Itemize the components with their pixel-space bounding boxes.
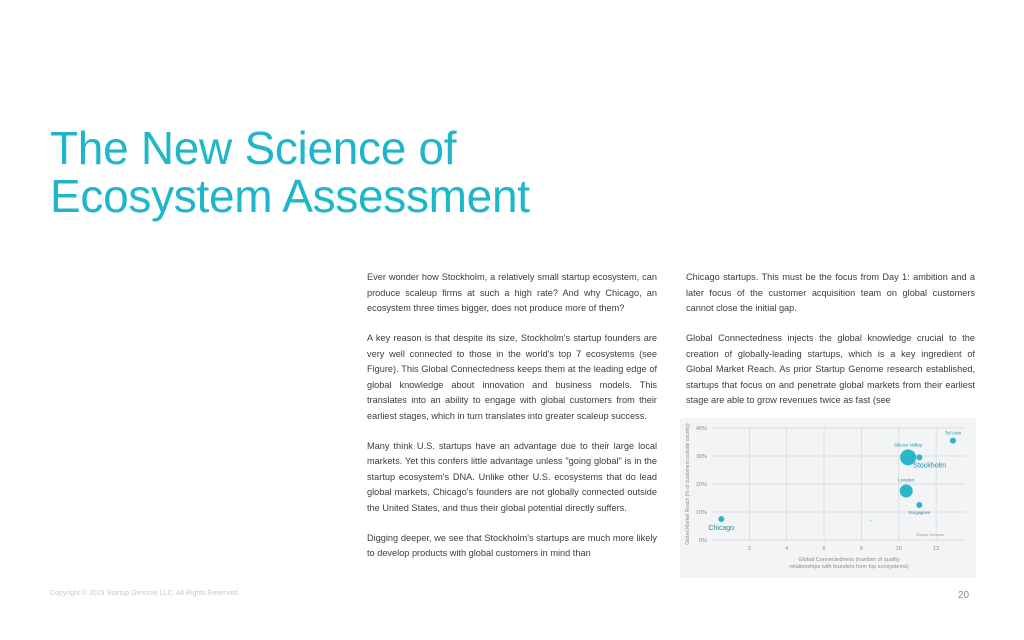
data-point xyxy=(950,438,956,444)
x-tick-label: 12 xyxy=(933,546,940,552)
x-tick-label: 10 xyxy=(895,546,902,552)
data-point xyxy=(916,502,922,508)
paragraph: Many think U.S. startups have an advantage due to their large local markets. Yet this confers little advantage unless "going global" is in the startup ecosystem's DNA. Unlike other U.S. ecosystems that do lead global markets, Chicago's founders are not globally connected outside the United States, and thus their global potential directly suffers. xyxy=(367,440,657,513)
x-tick-label: 8 xyxy=(859,546,863,552)
chart-svg xyxy=(680,418,976,578)
data-point xyxy=(916,454,922,460)
y-tick-label: 10% xyxy=(695,510,707,516)
paragraph: Global Connectedness injects the global knowledge crucial to the creation of globally-leading startups, which is a key ingredient of Global Market Reach. As prior Startup Genome research established, startups that focus on and penetrate global markets from their earliest stage are able to grow revenues twice as fast (see xyxy=(686,333,975,405)
page-title-line-1: The New Science of xyxy=(50,122,457,174)
data-label: Chicago xyxy=(708,525,735,532)
x-tick-label: 6 xyxy=(822,546,826,552)
x-axis-label: relationships with founders from top ecosystems) xyxy=(789,564,909,570)
x-tick-label: 2 xyxy=(747,546,751,552)
data-point xyxy=(900,449,916,465)
x-axis-label: Global Connectedness (number of quality xyxy=(798,557,900,563)
left-text-column xyxy=(367,270,657,576)
paragraph: Chicago startups. This must be the focus from Day 1: ambition and a later focus of the customer acquisition team on global customers cannot close the initial gap. xyxy=(686,272,975,313)
data-label: Stockholm xyxy=(913,462,946,470)
paragraph: Ever wonder how Stockholm, a relatively small startup ecosystem, can produce scaleup firms at such a high rate? And why Chicago, an ecosystem three times bigger, does not produce more of them? xyxy=(367,272,657,313)
page-title xyxy=(50,124,530,220)
x-tick-label: 4 xyxy=(785,546,789,552)
data-point xyxy=(718,516,724,522)
data-point xyxy=(900,485,913,498)
watermark-logo: Startup Genome xyxy=(916,533,944,537)
connectedness-scatter-chart xyxy=(680,418,976,578)
data-label: London xyxy=(898,478,915,484)
data-label: Tel Aviv xyxy=(944,431,962,437)
paragraph: Digging deeper, we see that Stockholm's startups are much more likely to develop products with global customers in mind than xyxy=(367,532,657,558)
page-number: 20 xyxy=(958,590,970,601)
y-tick-label: 30% xyxy=(695,454,707,460)
copyright-notice: Copyright © 2019 Startup Genome LLC. All Rights Reserved. xyxy=(50,590,240,597)
y-axis-label: Global Market Reach (% of customers outside country) xyxy=(685,423,691,545)
right-text-column xyxy=(686,270,975,423)
data-label: Singapore xyxy=(908,511,931,516)
y-tick-label: 40% xyxy=(695,426,707,432)
paragraph: A key reason is that despite its size, Stockholm's startup founders are very well connected to those in the world's top 7 ecosystems (see Figure). This Global Connectedness keeps them at the leading edge of global knowledge about innovation and business models. This translates into an ability to engage with global customers from their earliest stages, which in turn translates into greater scaleup success. xyxy=(367,333,657,421)
data-point xyxy=(870,519,872,521)
y-tick-label: 20% xyxy=(695,482,707,488)
data-label: Silicon Valley xyxy=(894,443,923,449)
page-title-line-2: Ecosystem Assessment xyxy=(50,170,530,222)
y-tick-label: 0% xyxy=(699,538,707,544)
